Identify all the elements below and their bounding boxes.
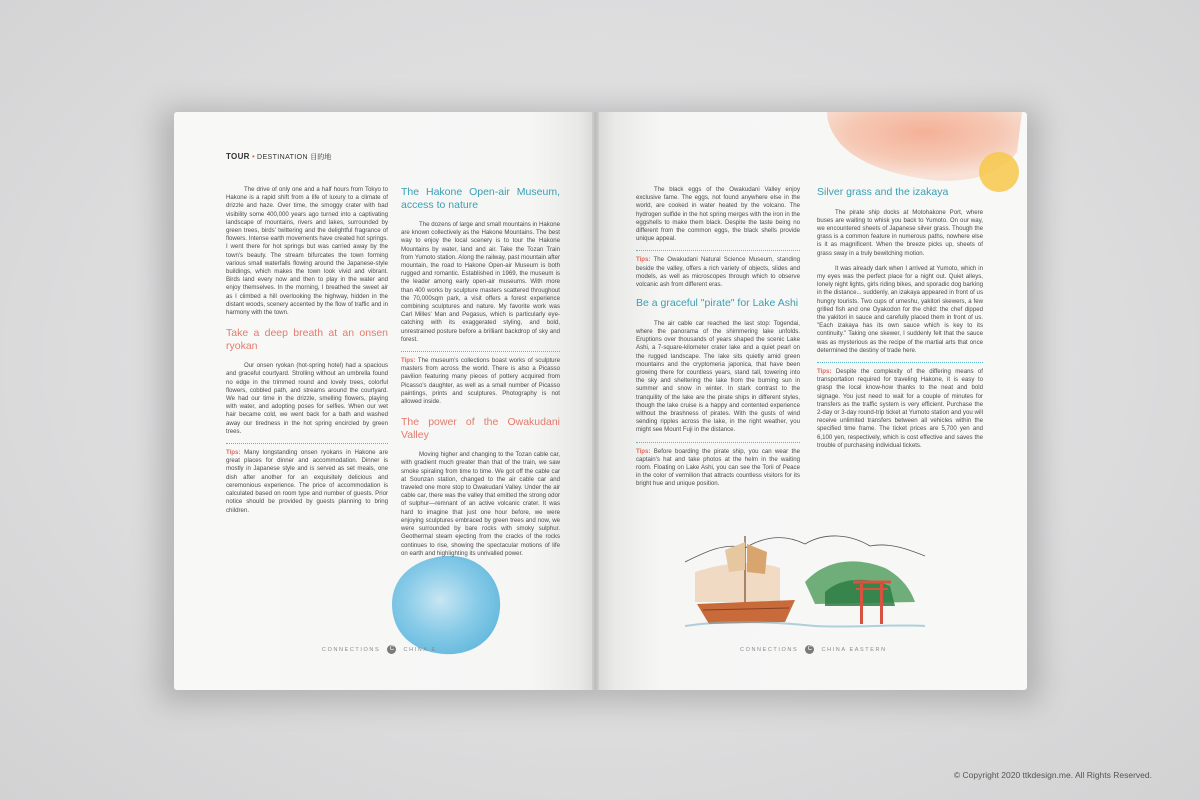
copyright-notice: © Copyright 2020 ttkdesign.me. All Rights Reserved. (953, 770, 1152, 780)
left-footer (322, 645, 437, 654)
footer-publication: CHINA E (403, 646, 437, 653)
silver-grass-paragraph: The pirate ship docks at Motohakone Port, where buses are waiting to whisk you back to Yumoto. On our way, we encountered sheets of Japanese silver grass. Though the grass is a common feature in numerous paths, nowhere else is it as magnificent. When the breeze picks up, sheets of grass sway in a truly bewitching motion. (817, 208, 983, 257)
intro-paragraph: The drive of only one and a half hours from Tokyo to Hakone is a rapid shift from a life of luxury to a climate of drizzle and haze. Over time, the smoggy crater with bad visibility some 400,000 years ago turned into a captivating landscape of mountains, rivers and lakes, surrounded by green trees, birds' twittering and the delightful fragrance of flowers. Intense earth movements have created hot springs. I went there for hot springs but was carried away by the town's beauty. The stream bifurcates the town forming various small waterfalls flowing around the Japanese-style buildings, which makes the town look vivid and vibrant. Birds land every now and then to play in the water and enjoy themselves. In the morning, I breathed the sweet air as I climbed a hill overlooking the highway, hidden in the distant woods, scenery accented by the flow of traffic and in harmony with the town. (226, 186, 388, 317)
museum-tips (401, 351, 560, 406)
onsen-tips (226, 443, 388, 515)
footer-logo-icon: C (805, 645, 814, 654)
blue-watercolor-blob (386, 550, 506, 660)
pirate-ship-illustration (685, 522, 925, 642)
right-footer (740, 645, 887, 654)
izakaya-paragraph: It was already dark when I arrived at Yumoto, which in my eyes was the perfect place for a night out. Quiet alleys, lonely night lights, girls riding bikes, and sporadic dog barking in the distance... suddenly, an izakaya appeared in front of us hungry tourists. Two cups of umeshu, yakitori skewers, a few grilled fish and one Oyakodon for the child: the chef dipped the yakitori in sauce and carefully placed them in front of us. "Each izakaya has its own sauce which is key to its continuity." Taking one skewer, I suddenly felt that the sauce was as mysterious as the recipe of the martial arts that once determined the destiny of trade here. (817, 264, 983, 354)
museum-heading: The Hakone Open-air Museum, access to nature (401, 186, 560, 211)
lake-ashi-heading: Be a graceful "pirate" for Lake Ashi (636, 297, 799, 310)
tips-text: The museum's collections boast works of sculpture masters from across the world. There is also a Picasso pavilion featuring many pieces of pottery acquired from Picasso's daughter, as well as a small number of Picasso paintings, prints and sculptures. Photography is not allowed inside. (401, 357, 560, 406)
tips-label: Tips: (636, 447, 651, 455)
tips-label: Tips: (817, 367, 832, 375)
footer-logo-icon: C (387, 645, 396, 654)
onsen-heading: Take a deep breath at an onsen ryokan (226, 327, 388, 352)
header-bullet: • (251, 152, 255, 161)
left-column-1 (226, 186, 388, 523)
footer-brand: CONNECTIONS (740, 646, 799, 653)
section-header (226, 152, 331, 162)
left-column-2 (401, 186, 560, 565)
book-spine (592, 112, 599, 690)
right-column-2 (817, 186, 983, 458)
tips-label: Tips: (226, 449, 241, 457)
silver-grass-heading: Silver grass and the izakaya (817, 186, 949, 198)
section-label: TOUR (226, 152, 250, 161)
tips-text: Before boarding the pirate ship, you can wear the captain's hat and take photos at the helm in the waiting room. Floating on Lake Ashi, you can see the Torii of Peace in the color of vermilion that attracts countless visitors for its bright hue and unique position. (636, 447, 800, 488)
lake-ashi-paragraph: The air cable car reached the last stop: Togendai, where the panorama of the shimmering lake unfolds. Eruptions over thousands of years shaped the scenic Lake Ashi, a 7-square-kilometer crater lake and a quiet pearl on the rugged landscape. The lake sits quietly amid green mountains and the cryptomeria japonica, that have been growing there for countless years, stand tall, towering into the sky and sheltering the lake from the burning sun in summer and snow in winter. In stark contrast to the tranquility of the lake are the pirate ships in different styles, though the lake cruise is a happy and contented experience without the brashness of pirates. With the gusts of wind sending ripples across the lake, in the right weather, you might see Mount Fuji in the distance. (636, 319, 800, 434)
transport-tips (817, 362, 983, 450)
tips-label: Tips: (401, 357, 416, 365)
museum-paragraph: The dozens of large and small mountains in Hakone are known collectively as the Hakone Mountains. The best way to enjoy the local scenery is to tour the Hakone Mountains by water, land and air. Take the Tozan Train from Yumoto station. Along the railway, past mountain after mountain, the road to Hakone Open-air Museum is both rugged and romantic. Established in 1969, the museum is the leader among early open-air museums. With more than 400 works by sculpture masters scattered throughout the 70,000sqm park, a visit offers a forest experience combining sculptures and nature. My favorite work was Carl Milles' Man and Pegasus, which is particularly eye-catching with its exaggerated styling, and bold, unrestrained posture before a brilliant backdrop of sky and forest. (401, 221, 560, 343)
museum-tips-right (636, 250, 800, 289)
tips-label: Tips: (636, 256, 651, 264)
onsen-paragraph: Our onsen ryokan (hot-spring hotel) had a spacious and graceful courtyard. Strolling without an umbrella found no edge in the trimmed round and lovely trees, colorful flowers, cobbled path, and streams around the courtyard. We had our time in the drizzle, smelling flowers, playing with water, and adopting poses for selfies. When our wet hair became cold, we went back for a bath and washed away our tiredness in the hot spring encircled by green trees. (226, 362, 388, 435)
tips-text: Despite the complexity of the differing means of transportation required for traveling Hakone, it is easy to grasp the local know-how thanks to the neat and bold signage. You just need to wait for a couple of minutes for transfers as the traffic system is very efficient. Purchase the 2-day or 3-day round-trip ticket at Yumoto station and you will receive unlimited transfers between all vehicles within the specified time frame. The ticket prices are 5,700 yen and 6,100 yen, respectively, which is cost effective and saves the trouble of purchasing individual tickets. (817, 367, 983, 449)
footer-publication: CHINA EASTERN (821, 646, 887, 653)
tips-text: The Owakudani Natural Science Museum, standing beside the valley, offers a rich variety of objects, slides and models, as well as microscopes through which to observe volcanic ash from different eras. (636, 256, 801, 289)
japanese-label: 目的地 (310, 154, 332, 161)
tips-text: Many longstanding onsen ryokans in Hakone are great places for dinner and accommodation. Dinner is mostly in Japanese style and is served as set meals, one dish after another for an exquisitely delicious and ceremonious experience. The price of accommodation is calculated based on room type and number of guests. Prior notice should be provided by guests planning to bring children. (226, 449, 388, 514)
destination-label: DESTINATION (257, 154, 308, 161)
owakudani-paragraph: Moving higher and changing to the Tozan cable car, with gradient much greater than that of the train, we saw smoke spiraling from time to time. We got off the cable car at Sounzan station, changed to the air cable car and traveled one more stop to Owakudani Valley. Under the air cable car, there was the valley that emitted the strong odor of sulphur—remnant of an active volcanic crater. It was hard to imagine that just one hour before, we were enjoying sculptures embraced by green trees and now, we were surrounded by bare rocks with smoky sulphur. Geothermal steam ejecting from the cracks of the rocks continues to rise, showing the spectacular motions of life on earth and highlighting its unrivalled power. (401, 451, 560, 557)
black-eggs-paragraph: The black eggs of the Owakudani Valley enjoy exclusive fame. The eggs, not found anywhere else in the world, are cooked in water heated by the volcano. The hydrogen sulfide in the hot spring merges with the iron in the eggshells to make them black. Despite the taste being no different from the common eggs, the black shells provide unique appeal. (636, 186, 800, 243)
right-column-1 (636, 186, 800, 497)
pirate-tips (636, 442, 800, 489)
footer-brand: CONNECTIONS (322, 646, 381, 653)
yellow-watercolor-blob (977, 150, 1021, 194)
owakudani-heading: The power of the Owakudani Valley (401, 416, 560, 441)
